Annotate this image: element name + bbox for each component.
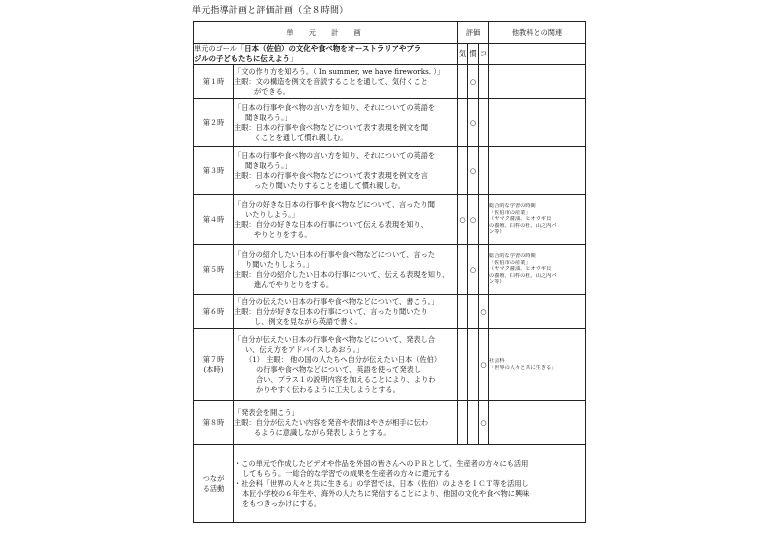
relation-cell: 総合的な学習の時間 「佐伯市の産業」 （ヤマク醤油、ヒオウギ貝 の養殖、臼杵の杜、山之内パ ン等）	[489, 195, 586, 245]
eval-cell-ko	[479, 195, 489, 245]
eval-mark: ○	[469, 264, 477, 274]
eval-cell-k	[458, 401, 468, 445]
lesson-content: 「文の作り方を知ろう。（ In summer, we have fireworks. ）」 主眼：文の構造を例文を音読することを通して、気付くこと ができる。	[234, 65, 458, 99]
eval-header-ki: 気	[458, 44, 468, 65]
header-relation: 他教科との関連	[489, 22, 586, 44]
lesson-label: 第８時	[194, 401, 234, 445]
eval-cell-k	[458, 245, 468, 295]
eval-header-nare: 慣	[468, 44, 479, 65]
eval-cell-ko	[479, 147, 489, 195]
eval-cell-n	[468, 65, 479, 99]
eval-cell-ko	[479, 295, 489, 329]
relation-cell: 総合的な学習の時間 「佐伯市の産業」 （ヤマク醤油、ヒオウギ貝 の養殖、臼杵の杜、山之内パ ン等）	[489, 245, 586, 295]
eval-cell-k	[458, 147, 468, 195]
relation-cell	[489, 401, 586, 445]
eval-mark: ○	[469, 214, 477, 224]
lesson-content: 「自分の伝えたい日本の行事や食べ物などについて、書こう。」 主眼：自分が好きな日本の行事について、言ったり聞いたり し、例文を見ながら英語で書く。	[234, 295, 458, 329]
eval-cell-n	[468, 401, 479, 445]
eval-cell-k	[458, 99, 468, 147]
eval-cell-n	[468, 295, 479, 329]
connection-activities: ・この単元で作成したビデオや作品を外国の皆さんへのＰＲとして、生産者の方々にも活用 してもらう。一総合的な学習での成果を生産者の方々に還元する ・社会科「世界の人々と共に生きる」の学習では、日本（佐伯）のよさをＩＣＴ等を活用し 本匠小学校の６年生や、海外の人たちに発信することにより、他国の文化や食べ物に興味 をもつきっかけにする。	[234, 445, 586, 523]
lesson-label: 第７時 (本時)	[194, 329, 234, 401]
lesson-label: 第６時	[194, 295, 234, 329]
lesson-row	[194, 65, 586, 99]
lesson-row	[194, 195, 586, 245]
relation-cell	[489, 295, 586, 329]
eval-cell-ko	[479, 65, 489, 99]
lesson-content: 「日本の行事や食べ物の言い方を知り、それについての英語を 聞き取ろう。」 主眼：日本の行事や食べ物などについて表す表現を例文を言 ったり聞いたりすることを通して慣れ親しむ。	[234, 147, 458, 195]
header-plan: 単 元 計 画	[194, 22, 458, 44]
unit-plan-table	[193, 21, 586, 523]
eval-mark: ○	[469, 76, 477, 86]
relation-cell	[489, 99, 586, 147]
eval-header-ko: コ	[479, 44, 489, 65]
eval-cell-ko	[479, 329, 489, 401]
eval-cell-ko	[479, 99, 489, 147]
lesson-label: 第２時	[194, 99, 234, 147]
eval-cell-ko	[479, 401, 489, 445]
eval-mark: ○	[480, 359, 487, 369]
eval-cell-n	[468, 99, 479, 147]
eval-cell-k	[458, 195, 468, 245]
lesson-content: 「発表会を開こう」 主眼：自分が伝えたい内容を発音や表情はやさが相手に伝わ るように意識しながら発表しようとする。	[234, 401, 458, 445]
lesson-row	[194, 99, 586, 147]
eval-cell-n	[468, 195, 479, 245]
lesson-label: 第５時	[194, 245, 234, 295]
eval-mark: ○	[480, 306, 487, 316]
lesson-content: 「自分の紹介したい日本の行事や食べ物などについて、言った り聞いたりしよう。」 主眼：自分の紹介したい日本の行事について、伝える表現を知り、 進んでやりとりをする。	[234, 245, 458, 295]
lesson-row	[194, 295, 586, 329]
eval-cell-ko	[479, 245, 489, 295]
eval-mark: ○	[480, 417, 487, 427]
eval-cell-n	[468, 329, 479, 401]
lesson-row	[194, 329, 586, 401]
eval-mark: ○	[469, 165, 477, 175]
eval-cell-k	[458, 65, 468, 99]
eval-cell-n	[468, 245, 479, 295]
header-eval: 評価	[458, 22, 489, 44]
relation-cell	[489, 147, 586, 195]
lesson-row	[194, 401, 586, 445]
lesson-content: 「自分が伝えたい日本の行事や食べ物などについて、発表し合 い、伝え方をアドバイスしあおう。」 （1） 主眼： 他の国の人たちへ自分が伝えたい日本（佐伯） の行事や食べ物などについて、英語を使って発表し 合い、プラス１の説明内容を加えることにより、よりわ かりやすく伝わるように工夫しようとする。	[234, 329, 458, 401]
lesson-label: 第３時	[194, 147, 234, 195]
lesson-content: 「自分の好きな日本の行事や食べ物などについて、言ったり聞 いたりしよう。」 主眼：自分の好きな日本の行事について伝える表現を知り、 やりとりをする。	[234, 195, 458, 245]
page-title: 単元指導計画と評価計画（全８時間）	[192, 6, 349, 16]
eval-mark: ○	[469, 117, 477, 127]
relation-cell	[489, 65, 586, 99]
connection-label: つなが る活動	[194, 445, 234, 523]
lesson-label: 第１時	[194, 65, 234, 99]
eval-cell-n	[468, 147, 479, 195]
eval-cell-k	[458, 329, 468, 401]
relation-empty	[489, 44, 586, 65]
unit-goal: 単元のゴール「日本（佐伯）の文化や食べ物をオーストラリアやブラ ジルの子どもたちに伝えよう」	[194, 44, 458, 65]
lesson-label: 第４時	[194, 195, 234, 245]
eval-mark: ○	[459, 214, 466, 224]
lesson-content: 「日本の行事や食べ物の言い方を知り、それについての英語を 聞き取ろう。」 主眼：日本の行事や食べ物などについて表す表現を例文を聞 くことを通して慣れ親しむ。	[234, 99, 458, 147]
lesson-row	[194, 147, 586, 195]
eval-cell-k	[458, 295, 468, 329]
relation-cell: 社会科 「世界の人々と共に生きる」	[489, 329, 586, 401]
lesson-row	[194, 245, 586, 295]
